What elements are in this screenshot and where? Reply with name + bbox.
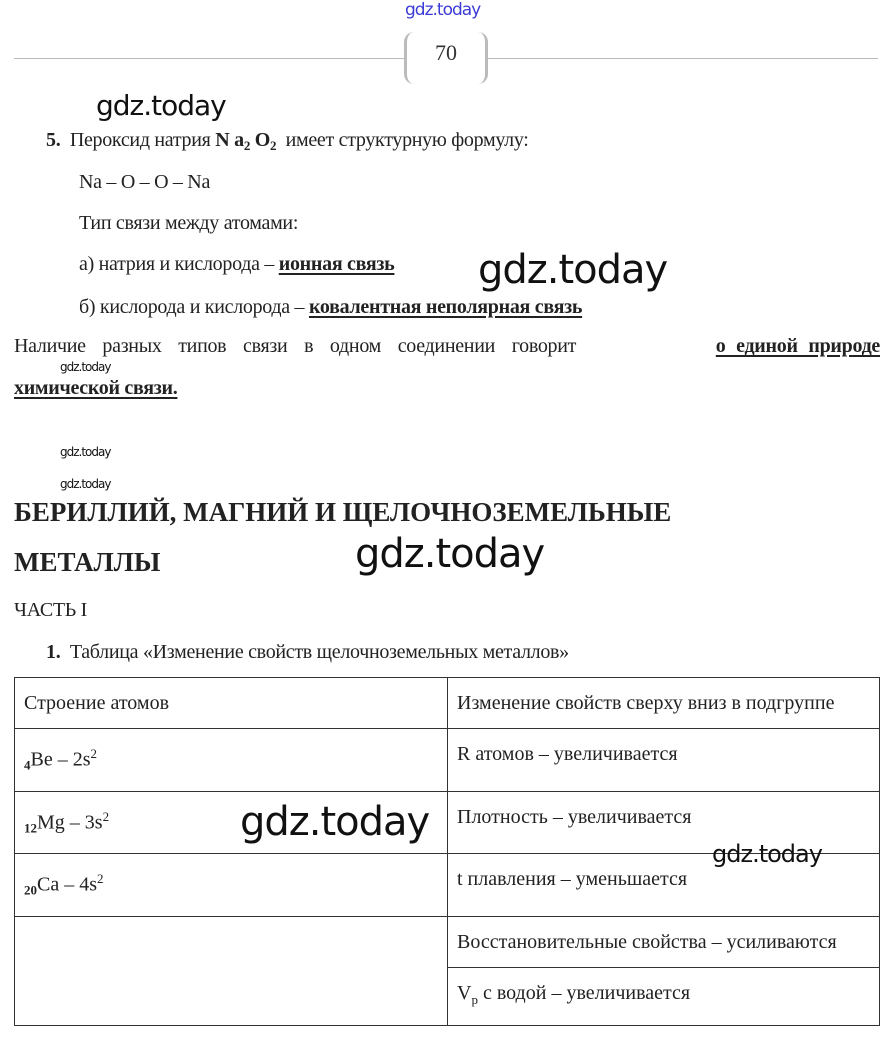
- part-label: ЧАСТЬ I: [14, 599, 88, 621]
- text: Наличие разных типов связи в одном соединении говорит: [14, 335, 577, 357]
- label: б) кислорода и кислорода –: [79, 296, 305, 318]
- subscript: 2: [243, 138, 251, 153]
- header-rule-right: [485, 58, 878, 59]
- text: Таблица «Изменение свойств щелочноземельных металлов»: [69, 641, 569, 663]
- header-cell: Строение атомов: [15, 678, 448, 729]
- header-cell: Изменение свойств сверху вниз в подгруппе: [448, 678, 880, 729]
- property-cell: t плавления – уменьшается: [448, 854, 880, 917]
- atom-cell: [15, 854, 448, 917]
- atomic-number: 4: [24, 757, 31, 773]
- label: а) натрия и кислорода –: [79, 253, 275, 275]
- atom-cell: [15, 729, 448, 792]
- property-cell: Плотность – увеличивается: [448, 791, 880, 854]
- section-title-line2: МЕТАЛЛЫ: [14, 547, 161, 577]
- answer: ионная связь: [278, 253, 395, 275]
- answer: химической связи.: [14, 377, 178, 399]
- superscript: 2: [102, 808, 110, 824]
- bond-type-label: Тип связи между атомами:: [79, 212, 299, 234]
- task1-caption: [46, 640, 569, 664]
- watermark-top: gdz.today: [405, 0, 481, 20]
- watermark: gdz.today: [240, 799, 430, 845]
- superscript: 2: [90, 746, 97, 761]
- task5-intro: [46, 128, 529, 154]
- page-number-box: [404, 32, 488, 84]
- property-cell: R атомов – увеличивается: [448, 729, 880, 792]
- superscript: 2: [97, 871, 104, 887]
- formula: N a: [215, 129, 244, 151]
- subscript: p: [471, 991, 478, 1007]
- task-number: 5.: [46, 129, 61, 151]
- property-cell: [448, 967, 880, 1025]
- header-rule-left: [14, 58, 404, 59]
- watermark: gdz.today: [355, 531, 545, 577]
- table-row: [15, 729, 880, 792]
- structure-formula: Na – O – O – Na: [79, 171, 211, 193]
- text: с водой – увеличивается: [477, 981, 691, 1004]
- watermark: gdz.today: [60, 445, 111, 459]
- text: V: [457, 981, 472, 1004]
- answer: ковалентная неполярная связь: [308, 296, 583, 318]
- answer-b: [79, 295, 582, 319]
- table-row: [15, 916, 880, 967]
- atomic-number: 20: [24, 882, 37, 898]
- watermark: gdz.today: [712, 840, 822, 868]
- task-number: 1.: [46, 641, 61, 663]
- atomic-number: 12: [24, 820, 37, 836]
- config: Mg – 3s: [37, 811, 103, 834]
- table-header-row: [15, 678, 880, 729]
- text: имеет структурную формулу:: [285, 129, 529, 151]
- formula: O: [254, 129, 270, 151]
- empty-cell: [15, 916, 448, 1025]
- section-title-line1: БЕРИЛЛИЙ, МАГНИЙ И ЩЕЛОЧНОЗЕМЕЛЬНЫЕ: [14, 497, 672, 527]
- watermark: gdz.today: [96, 89, 226, 122]
- watermark: gdz.today: [478, 247, 668, 293]
- property-cell: Восстановительные свойства – усиливаются: [448, 916, 880, 967]
- conclusion-line1: [14, 334, 880, 358]
- watermark: gdz.today: [60, 477, 111, 491]
- conclusion-line2: [14, 376, 177, 400]
- page-number: 70: [435, 40, 457, 65]
- text: Пероксид натрия: [69, 129, 211, 151]
- answer: о единой природе: [715, 335, 880, 357]
- answer-a: [79, 252, 394, 276]
- watermark: gdz.today: [60, 360, 111, 374]
- config: Ca – 4s: [37, 873, 97, 896]
- subscript: 2: [269, 138, 277, 153]
- config: Be – 2s: [30, 748, 91, 771]
